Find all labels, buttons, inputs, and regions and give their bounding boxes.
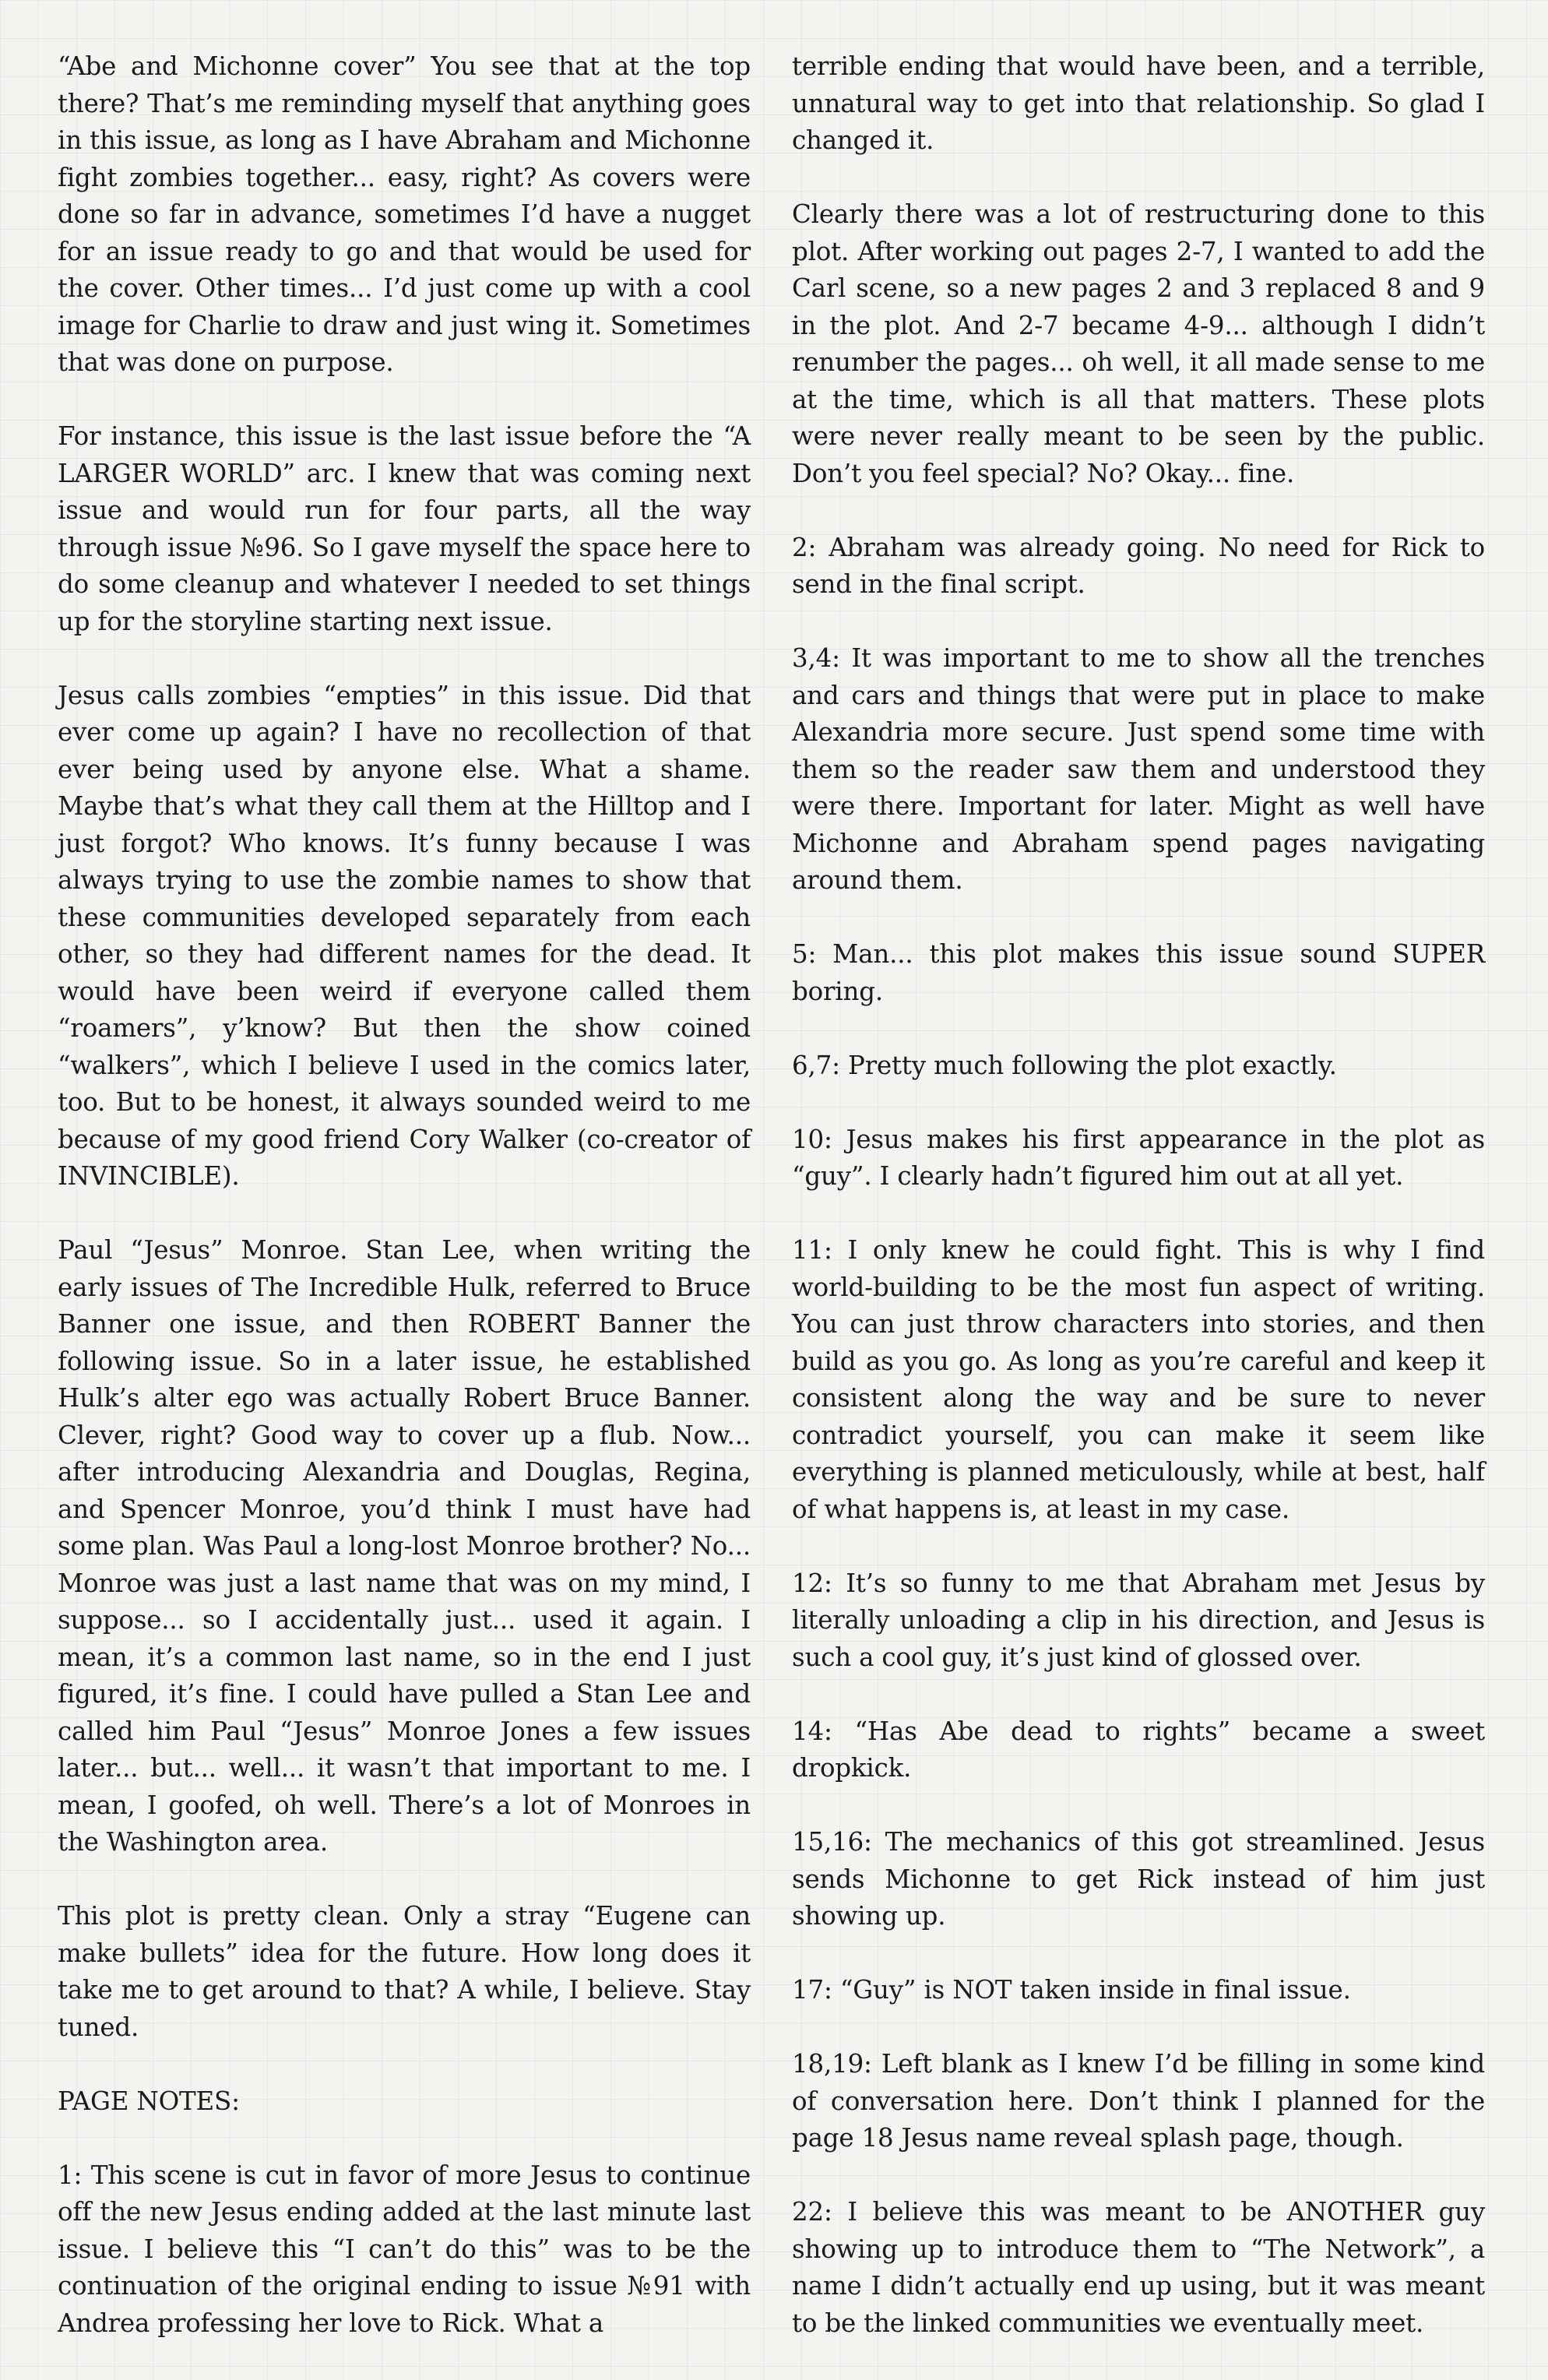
note-page-2: 2: Abraham was already going. No need for Rick to send in the final script. [792, 532, 1485, 599]
paragraph-plot-clean: This plot is pretty clean. Only a stray “Eugene can make bullets” idea for the future. How long does it take me to get around to that? A while, I believe. Stay tuned. [58, 1901, 751, 2042]
note-page-10: 10: Jesus makes his first appearance in the plot as “guy”. I clearly hadn’t figured him out at all yet. [792, 1124, 1485, 1191]
note-page-1: 1: This scene is cut in favor of more Jesus to continue off the new Jesus ending added at the last minute last issue. I believe this “I can’t do this” was to be the continuation of the original ending to issue №91 with Andrea professing her love to Rick. What a [58, 2160, 751, 2338]
note-page-12: 12: It’s so funny to me that Abraham met Jesus by literally unloading a clip in his direction, and Jesus is such a cool guy, it’s just kind of glossed over. [792, 1568, 1485, 1672]
note-page-11: 11: I only knew he could fight. This is why I find world-building to be the most fun aspect of writing. You can just throw characters into stories, and then build as you go. As long as you’re careful and keep it consistent along the way and be sure to never contradict yourself, you can make it seem like everything is planned meticulously, while at best, half of what happens is, at least in my case. [792, 1235, 1485, 1524]
left-column [58, 48, 751, 2342]
note-page-14: 14: “Has Abe dead to rights” became a sweet dropkick. [792, 1716, 1485, 1783]
note-page-6-7: 6,7: Pretty much following the plot exactly. [792, 1050, 1337, 1080]
note-page-22: 22: I believe this was meant to be ANOTHER guy showing up to introduce them to “The Network”, a name I didn’t actually end up using, but it was meant to be the linked communities we eventually meet. [792, 2197, 1485, 2338]
paragraph-empties: Jesus calls zombies “empties” in this issue. Did that ever come up again? I have no recollection of that ever being used by anyone else. What a shame. Maybe that’s what they call them at the Hilltop and I just forgot? Who knows. It’s funny because I was always trying to use the zombie names to show that these communities developed separately from each other, so they had different names for the dead. It would have been weird if everyone called them “roamers”, y’know? But then the show coined “walkers”, which I believe I used in the comics later, too. But to be honest, it always sounded weird to me because of my good friend Cory Walker (co-creator of INVINCIBLE). [58, 680, 751, 1191]
note-page-3-4: 3,4: It was important to me to show all the trenches and cars and things that were put in place to make Alexandria more secure. Just spend some time with them so the reader saw them and understood they were there. Important for later. Might as well have Michonne and Abraham spend pages navigating around them. [792, 643, 1485, 895]
paragraph-larger-world: For instance, this issue is the last issue before the “A LARGER WORLD” arc. I knew that was coming next issue and would run for four parts, all the way through issue №96. So I gave myself the space here to do some cleanup and whatever I needed to set things up for the storyline starting next issue. [58, 421, 751, 636]
note-page-17: 17: “Guy” is NOT taken inside in final issue. [792, 1975, 1351, 2005]
note-page-1-continued: terrible ending that would have been, and a terrible, unnatural way to get into that relationship. So glad I changed it. [792, 51, 1485, 155]
paragraph-abe-michonne-cover: “Abe and Michonne cover” You see that at the top there? That’s me reminding myself that anything goes in this issue, as long as I have Abraham and Michonne fight zombies together... easy, right? As covers were done so far in advance, sometimes I’d have a nugget for an issue ready to go and that would be used for the cover. Other times... I’d just come up with a cool image for Charlie to draw and just wing it. Sometimes that was done on purpose. [58, 51, 751, 377]
note-page-15-16: 15,16: The mechanics of this got streamlined. Jesus sends Michonne to get Rick instead of him just showing up. [792, 1827, 1485, 1931]
page-notes-heading: PAGE NOTES: [58, 2086, 240, 2116]
note-page-5: 5: Man... this plot makes this issue sound SUPER boring. [792, 939, 1485, 1006]
note-page-18-19: 18,19: Left blank as I knew I’d be filling in some kind of conversation here. Don’t think I planned for the page 18 Jesus name reveal splash page, though. [792, 2049, 1485, 2153]
right-column [792, 48, 1485, 2342]
paragraph-restructuring: Clearly there was a lot of restructuring done to this plot. After working out pages 2-7, I wanted to add the Carl scene, so a new pages 2 and 3 replaced 8 and 9 in the plot. And 2-7 became 4-9... although I didn’t renumber the pages... oh well, it all made sense to me at the time, which is all that matters. These plots were never really meant to be seen by the public. Don’t you feel special? No? Okay... fine. [792, 199, 1485, 488]
paragraph-paul-monroe: Paul “Jesus” Monroe. Stan Lee, when writing the early issues of The Incredible Hulk, referred to Bruce Banner one issue, and then ROBERT Banner the following issue. So in a later issue, he established Hulk’s alter ego was actually Robert Bruce Banner. Clever, right? Good way to cover up a flub. Now... after introducing Alexandria and Douglas, Regina, and Spencer Monroe, you’d think I must have had some plan. Was Paul a long-lost Monroe brother? No... Monroe was just a last name that was on my mind, I suppose... so I accidentally just... used it again. I mean, it’s a common last name, so in the end I just figured, it’s fine. I could have pulled a Stan Lee and called him Paul “Jesus” Monroe Jones a few issues later... but... well... it wasn’t that important to me. I mean, I goofed, oh well. There’s a lot of Monroes in the Washington area. [58, 1235, 751, 1857]
